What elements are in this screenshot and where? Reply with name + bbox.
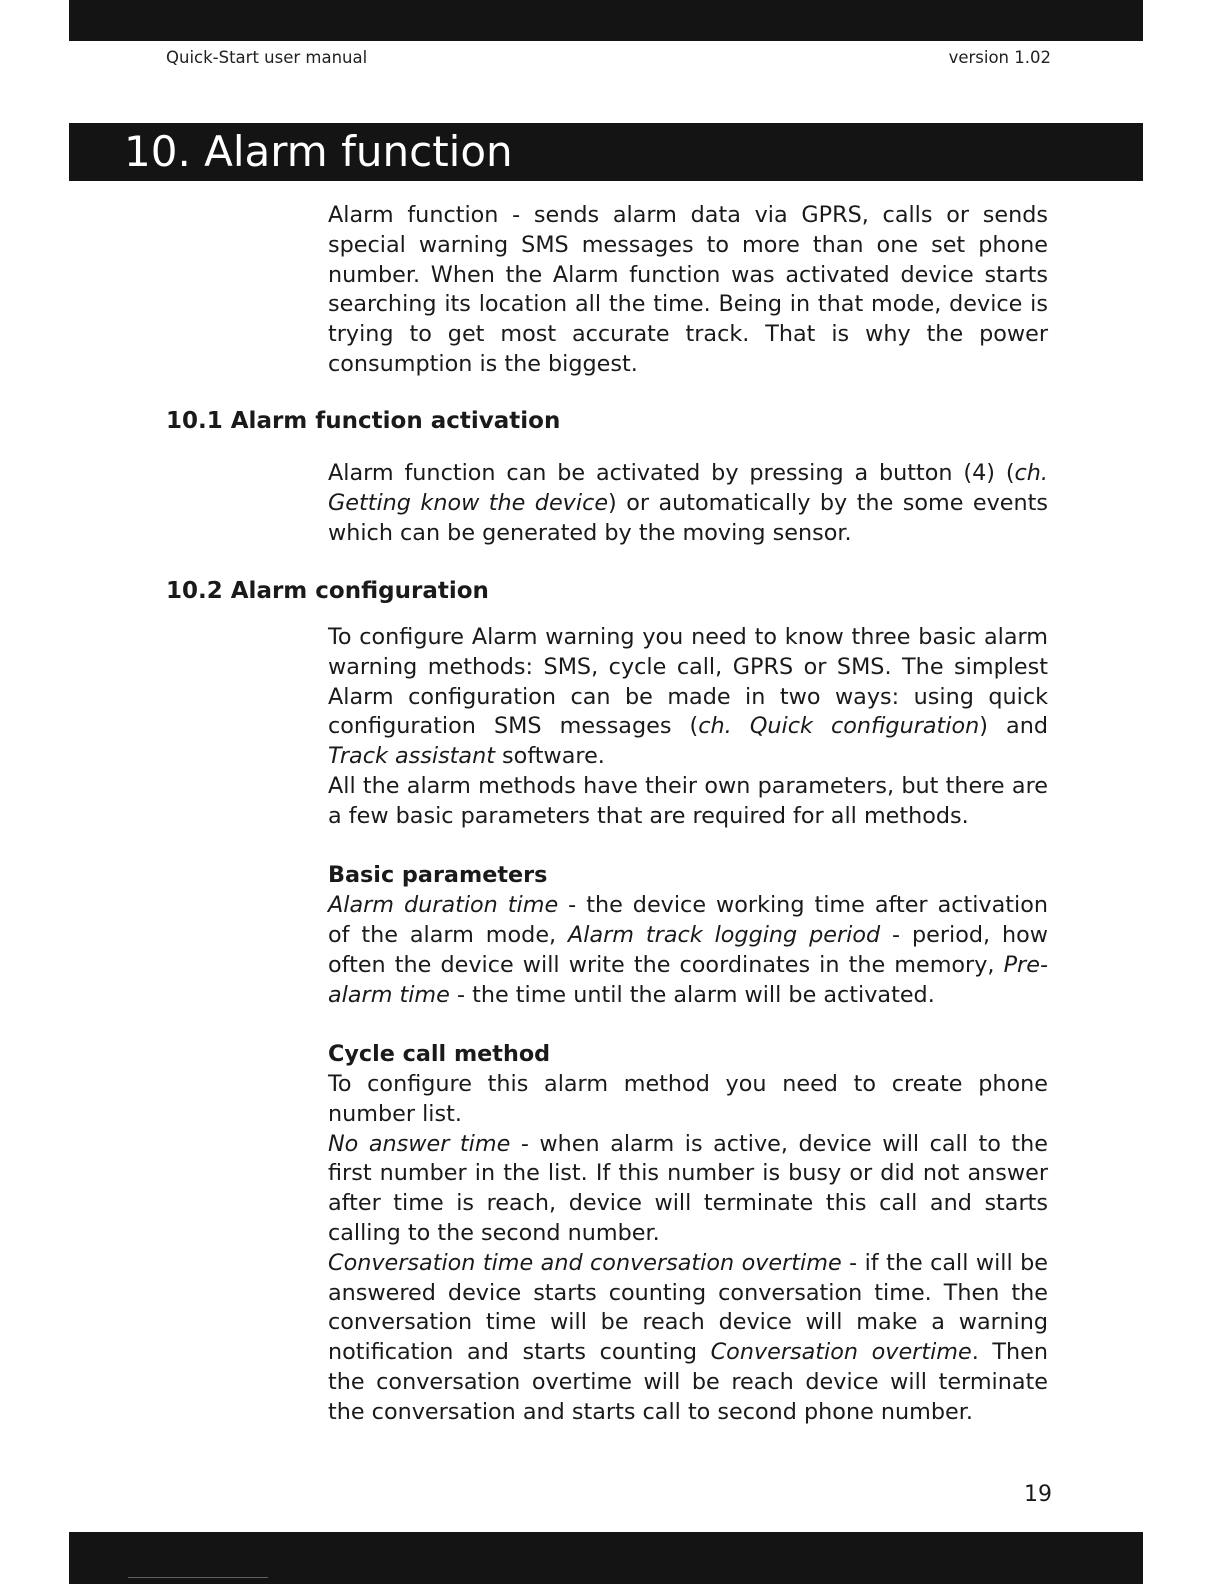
s102-paragraph-1 xyxy=(328,623,1048,772)
s102-p1-c: ) and xyxy=(979,713,1048,740)
cycle-p2-italic: No answer time xyxy=(328,1130,511,1157)
section-10-2-body xyxy=(328,623,1048,1428)
spacer xyxy=(328,1010,1048,1040)
basic-t4: - period, how often the device will write the coordinates in the memory, xyxy=(328,921,1048,978)
chapter-title: 10. Alarm function xyxy=(124,127,513,176)
s102-p1-b: ch. Quick configuration xyxy=(698,713,980,740)
s102-p1-d: Track assistant xyxy=(328,743,495,770)
cycle-p3-c: . Then the conversation overtime will be reach device will terminate the conversation and starts call to second phone number. xyxy=(328,1339,1048,1425)
s101-text-a: Alarm function can be activated by pressing a button (4) ( xyxy=(328,460,1015,486)
running-header-title: Quick-Start user manual xyxy=(166,48,368,67)
cycle-p3-b: Conversation overtime xyxy=(710,1339,972,1366)
cycle-no-answer xyxy=(328,1130,1048,1249)
cycle-p2-text: - when alarm is active, device will call to the first number in the list. If this number is busy or did not answer after time is reach, device will terminate this call and starts calling to the second number. xyxy=(328,1130,1049,1246)
basic-t5: Pre-alarm time xyxy=(328,951,1048,1008)
intro-text: Alarm function - sends alarm data via GPRS, calls or sends special warning SMS messages to more than one set phone number. When the Alarm function was activated device starts searching its location all the time. Being in that mode, device is trying to get most accurate track. That is why the power consumption is the biggest. xyxy=(328,202,1048,377)
basic-t1: Alarm duration time xyxy=(328,892,559,919)
s102-p1-a: To configure Alarm warning you need to know three basic alarm warning methods: SMS, cycle call, GPRS or SMS. The simplest Alarm configuration can be made in two ways: using quick configuration SMS messages ( xyxy=(328,624,1048,740)
footer-link-underline xyxy=(128,1577,268,1578)
s102-p1-e: software. xyxy=(494,743,605,770)
cycle-conversation xyxy=(328,1249,1048,1428)
basic-parameters-block xyxy=(328,861,1048,1010)
s101-text-c: ) or automatically by the some events which can be generated by the moving sensor. xyxy=(328,489,1048,546)
cycle-call-block xyxy=(328,1040,1048,1129)
running-header-version: version 1.02 xyxy=(948,48,1051,67)
intro-paragraph xyxy=(328,201,1048,380)
cycle-p1: To configure this alarm method you need to create phone number list. xyxy=(328,1070,1048,1127)
section-heading-10-1: 10.1 Alarm function activation xyxy=(166,408,561,434)
section-10-1-paragraph xyxy=(328,459,1048,548)
top-bar xyxy=(69,0,1143,41)
s101-text-b: ch. Getting know the device xyxy=(328,460,1048,516)
basic-t2: - the device working time after activation of the alarm mode, xyxy=(328,892,1048,948)
spacer xyxy=(328,832,1048,862)
s102-paragraph-2: All the alarm methods have their own parameters, but there are a few basic parameters that are required for all methods. xyxy=(328,772,1048,829)
cycle-p3-italic: Conversation time and conversation overtime xyxy=(328,1249,842,1276)
section-heading-10-2: 10.2 Alarm configuration xyxy=(166,578,489,604)
cycle-call-heading: Cycle call method xyxy=(328,1041,551,1068)
basic-t6: - the time until the alarm will be activated. xyxy=(449,981,935,1008)
basic-t3: Alarm track logging period xyxy=(568,921,881,948)
cycle-p3-a: - if the call will be answered device starts counting conversation time. Then the conversation time will be reach device will make a warning notification and starts counting xyxy=(328,1249,1048,1366)
page-number: 19 xyxy=(1024,1482,1052,1507)
basic-parameters-heading: Basic parameters xyxy=(328,862,548,889)
